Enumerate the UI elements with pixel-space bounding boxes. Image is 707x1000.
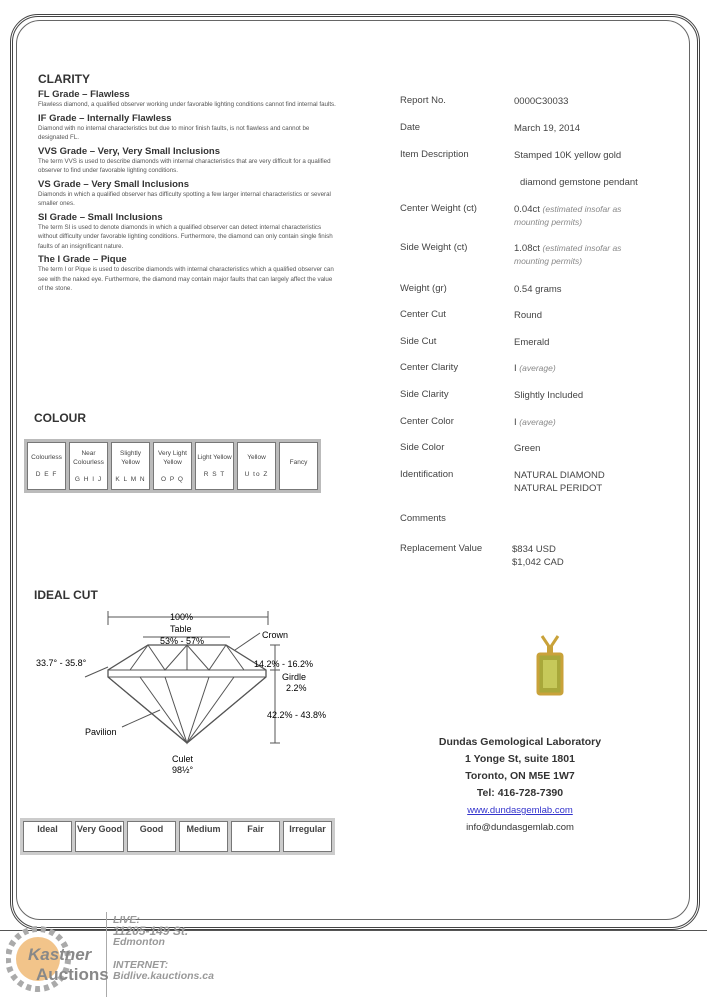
cut-grade-scale bbox=[20, 818, 335, 855]
colour-cell bbox=[195, 442, 234, 490]
lab-website-link[interactable]: www.dundasgemlab.com bbox=[467, 805, 573, 816]
report-label: Comments bbox=[400, 513, 446, 524]
report-value bbox=[512, 543, 564, 569]
report-value bbox=[514, 442, 540, 455]
culet-value: 98½° bbox=[172, 765, 194, 775]
grade-description: The term I or Pique is used to describe diamonds with internal characteristics which a qualified observer can see with the naked eye. Furthermore, the diamond may contain major faults that can largely affect the value of the stone. bbox=[38, 266, 334, 292]
report-value-text: 0.54 grams bbox=[514, 284, 562, 295]
live-address: 11205-149 St. bbox=[113, 924, 189, 938]
lab-tel: Tel: 416-728-7390 bbox=[476, 787, 564, 799]
report-value-text: 0000C30033 bbox=[514, 96, 569, 107]
report-value-line2: $1,042 CAD bbox=[512, 557, 564, 568]
internet-label: INTERNET: bbox=[113, 959, 169, 971]
colour-name: Fancy bbox=[289, 458, 308, 466]
table-range-label: 53% - 57% bbox=[160, 636, 205, 646]
grade-heading: FL Grade – Flawless bbox=[38, 89, 130, 100]
colour-letters: G H I J bbox=[74, 475, 103, 483]
crown-height-label: 14.2% - 16.2% bbox=[254, 659, 314, 669]
report-value bbox=[514, 362, 644, 375]
report-label: Date bbox=[400, 122, 421, 133]
colour-name: Very Light Yellow bbox=[158, 449, 187, 466]
crown-angle-label: 33.7° - 35.8° bbox=[36, 658, 87, 668]
live-label: LIVE: bbox=[113, 914, 140, 926]
report-value bbox=[514, 469, 605, 495]
report-value bbox=[514, 122, 580, 135]
pavilion-label: Pavilion bbox=[85, 727, 117, 737]
internet-url[interactable]: Bidlive.kauctions.ca bbox=[113, 970, 214, 982]
report-value bbox=[514, 95, 568, 108]
colour-letters: K L M N bbox=[115, 475, 146, 483]
colour-cell bbox=[153, 442, 192, 490]
grade-description: Diamond with no internal characteristics but due to minor finish faults, is not flawless and cannot be designated FL. bbox=[38, 124, 310, 141]
report-value bbox=[514, 242, 644, 268]
grade-description: Flawless diamond, a qualified observer working under favorable lighting conditions cannot find internal faults. bbox=[38, 101, 336, 108]
report-value-note: (average) bbox=[519, 417, 556, 427]
report-value-text: 0.04ct bbox=[514, 204, 540, 215]
colour-name: Light Yellow bbox=[197, 454, 232, 461]
grade-description: The term SI is used to denote diamonds in which a qualified observer can detect internal characteristics without difficulty under favorable lighting conditions. Furthermore, the diamond can only contain single finish faults of an insignificant nature. bbox=[38, 223, 333, 250]
colour-letters: D E F bbox=[35, 471, 58, 478]
grade-heading: VVS Grade – Very, Very Small Inclusions bbox=[38, 145, 220, 157]
cut-grade-cell: Ideal bbox=[23, 821, 72, 852]
report-value-text: Slightly Included bbox=[514, 390, 584, 401]
cut-grade-cell: Fair bbox=[231, 821, 280, 852]
grade-heading: IF Grade – Internally Flawless bbox=[38, 112, 172, 124]
report-value bbox=[514, 149, 638, 189]
clarity-section bbox=[38, 72, 338, 294]
report-label: Center Cut bbox=[400, 309, 446, 320]
report-value-note: (estimated insofar as mounting permits) bbox=[514, 204, 622, 227]
report-label: Side Color bbox=[400, 442, 445, 453]
cut-grade-cell: Good bbox=[127, 821, 176, 852]
report-value-text: Green bbox=[514, 443, 541, 454]
colour-letters: O P Q bbox=[161, 475, 184, 483]
colour-letters: R S T bbox=[203, 471, 226, 478]
report-value-text: I bbox=[514, 417, 517, 428]
colour-name: Yellow bbox=[247, 454, 266, 461]
report-value bbox=[514, 283, 562, 296]
report-value-note: (average) bbox=[519, 363, 556, 373]
report-value bbox=[514, 203, 644, 229]
report-label: Side Weight (ct) bbox=[400, 242, 468, 253]
logo-line1: Kastner bbox=[28, 945, 92, 964]
report-label: Center Color bbox=[400, 416, 454, 427]
lab-address2: Toronto, ON M5E 1W7 bbox=[465, 770, 575, 782]
cut-grade-cell: Medium bbox=[179, 821, 228, 852]
pendant-image bbox=[530, 632, 570, 707]
crown-label: Crown bbox=[262, 630, 289, 640]
pavilion-depth-label: 42.2% - 43.8% bbox=[267, 710, 327, 720]
culet-label: Culet bbox=[172, 754, 194, 764]
colour-scale bbox=[24, 439, 321, 493]
colour-cell bbox=[69, 442, 108, 490]
lab-name: Dundas Gemological Laboratory bbox=[438, 736, 602, 748]
report-value-text: $834 USD bbox=[512, 544, 556, 555]
lab-address1: 1 Yonge St, suite 1801 bbox=[465, 753, 575, 765]
colour-title: COLOUR bbox=[34, 411, 86, 425]
kastner-logo bbox=[6, 925, 109, 995]
colour-name: Near Colourless bbox=[73, 449, 104, 466]
cut-grade-cell: Irregular bbox=[283, 821, 332, 852]
report-value-text: NATURAL DIAMOND bbox=[514, 470, 605, 481]
table-label: Table bbox=[170, 624, 192, 634]
live-city: Edmonton bbox=[113, 936, 165, 948]
report-label: Replacement Value bbox=[400, 543, 483, 554]
report-value-line2: diamond gemstone pendant bbox=[520, 177, 638, 188]
report-value-text: Round bbox=[514, 310, 542, 321]
report-label: Side Cut bbox=[400, 336, 437, 347]
report-value-text: Stamped 10K yellow gold bbox=[514, 150, 622, 161]
colour-cell bbox=[27, 442, 66, 490]
grade-heading: SI Grade – Small Inclusions bbox=[38, 211, 163, 223]
report-label: Identification bbox=[400, 469, 454, 480]
report-label: Report No. bbox=[400, 95, 446, 106]
width-label: 100% bbox=[170, 612, 194, 622]
grade-description: The term VVS is used to describe diamonds with internal characteristics that are very difficult for a qualified observer to find under favorable lighting conditions. bbox=[38, 157, 331, 174]
logo-line2: Auctions bbox=[36, 965, 109, 984]
report-value bbox=[514, 389, 583, 402]
colour-cell bbox=[111, 442, 150, 490]
grade-heading: VS Grade – Very Small Inclusions bbox=[38, 178, 190, 190]
report-value-text: March 19, 2014 bbox=[514, 123, 581, 134]
clarity-title: CLARITY bbox=[38, 72, 90, 86]
ideal-cut-title: IDEAL CUT bbox=[34, 588, 98, 602]
report-label: Side Clarity bbox=[400, 389, 449, 400]
grade-description: Diamonds in which a qualified observer has difficulty spotting a few larger internal characteristics or several smaller ones. bbox=[38, 190, 331, 207]
grade-heading: The I Grade – Pique bbox=[38, 254, 127, 265]
lab-email: info@dundasgemlab.com bbox=[466, 822, 574, 833]
girdle-label: Girdle bbox=[282, 672, 307, 682]
report-value-line2: NATURAL PERIDOT bbox=[514, 483, 603, 494]
colour-cell bbox=[279, 442, 318, 490]
report-value bbox=[514, 309, 542, 322]
report-value bbox=[514, 416, 644, 429]
report-label: Center Weight (ct) bbox=[400, 203, 477, 214]
report-label: Center Clarity bbox=[400, 362, 459, 373]
report-value-text: I bbox=[514, 363, 517, 374]
report-label: Weight (gr) bbox=[400, 283, 447, 294]
colour-letters: U to Z bbox=[244, 471, 269, 478]
girdle-value: 2.2% bbox=[286, 683, 307, 693]
report-value-note: (estimated insofar as mounting permits) bbox=[514, 243, 622, 266]
report-value bbox=[514, 336, 549, 349]
colour-name: Slightly Yellow bbox=[120, 449, 141, 466]
colour-name: Colourless bbox=[31, 454, 62, 461]
cut-grade-cell: Very Good bbox=[75, 821, 124, 852]
report-label: Item Description bbox=[400, 149, 469, 160]
colour-cell bbox=[237, 442, 276, 490]
report-value-text: Emerald bbox=[514, 337, 550, 348]
footer-info bbox=[113, 915, 214, 982]
lab-info bbox=[400, 734, 640, 836]
report-value-text: 1.08ct bbox=[514, 243, 540, 254]
diamond-diagram bbox=[30, 605, 340, 780]
